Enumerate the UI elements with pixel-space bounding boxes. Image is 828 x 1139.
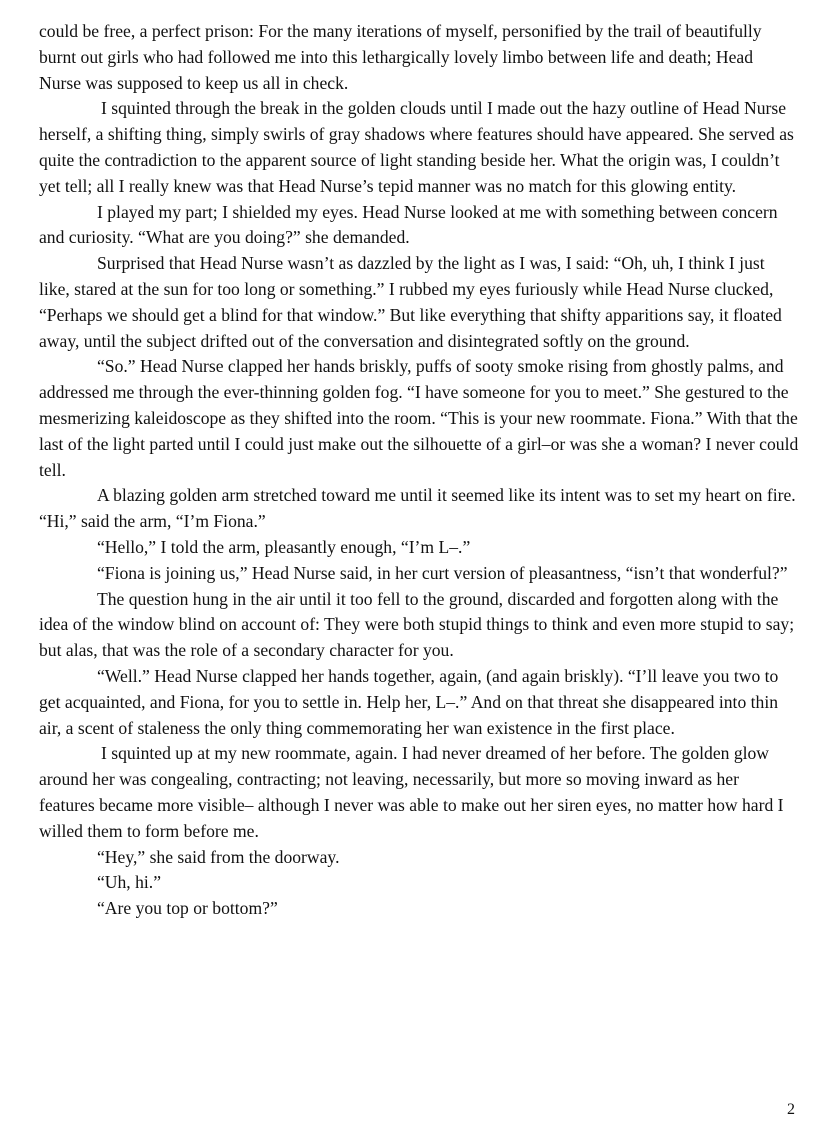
- paragraph: “Well.” Head Nurse clapped her hands together, again, (and again briskly). “I’ll leave you two to get acquainted, and Fiona, for you to settle in. Help her, L–.” And on that threat she disappeared into thin air, a scent of staleness the only thing commemorating her wan existence in the first place.: [39, 665, 779, 738]
- paragraph: Surprised that Head Nurse wasn’t as dazzled by the light as I was, I said: “Oh, uh, I think I just like, stared at the sun for too long or something.” I rubbed my eyes furiously while Head Nurse clucked, “Perhaps we should get a blind for that window.” But like everything that shifty apparitions say, it floated away, until the subject drifted out of the conversation and disintegrated softly on the ground.: [39, 253, 782, 351]
- paragraph: “Uh, hi.”: [97, 872, 162, 893]
- paragraph: “Hey,” she said from the doorway.: [97, 846, 340, 867]
- paragraph: “Fiona is joining us,” Head Nurse said, in her curt version of pleasantness, “isn’t that wonderful?”: [97, 562, 788, 583]
- paragraph: A blazing golden arm stretched toward me until it seemed like its intent was to set my heart on fire. “Hi,” said the arm, “I’m Fiona.”: [39, 485, 796, 532]
- paragraph: I played my part; I shielded my eyes. Head Nurse looked at me with something between concern and curiosity. “What are you doing?” she demanded.: [39, 201, 778, 248]
- paragraph: I squinted through the break in the golden clouds until I made out the hazy outline of Head Nurse herself, a shifting thing, simply swirls of gray shadows where features should have appeared. She served as quite the contradiction to the apparent source of light standing beside her. What the origin was, I couldn’t yet tell; all I really knew was that Head Nurse’s tepid manner was no match for this glowing entity.: [39, 98, 794, 196]
- page-number: 2: [787, 1101, 795, 1118]
- document-page: [39, 19, 799, 922]
- paragraph: “Hello,” I told the arm, pleasantly enough, “I’m L–.”: [97, 536, 471, 557]
- paragraph: The question hung in the air until it too fell to the ground, discarded and forgotten along with the idea of the window blind on account of: They were both stupid things to think and even more stupid to say; but alas, that was the role of a secondary character for you.: [39, 588, 795, 661]
- paragraph: “So.” Head Nurse clapped her hands briskly, puffs of sooty smoke rising from ghostly palms, and addressed me through the ever-thinning golden fog. “I have someone for you to meet.” She gestured to the mesmerizing kaleidoscope as they shifted into the room. “This is your new roommate. Fiona.” With that the last of the light parted until I could just make out the silhouette of a girl–or was she a woman? I never could tell.: [39, 356, 799, 480]
- paragraph: “Are you top or bottom?”: [97, 898, 278, 919]
- paragraph-continuation: could be free, a perfect prison: For the many iterations of myself, personified by the trail of beautifully burnt out girls who had followed me into this lethargically lovely limbo between life and death; Head Nurse was supposed to keep us all in check.: [39, 21, 762, 93]
- paragraph: I squinted up at my new roommate, again. I had never dreamed of her before. The golden glow around her was congealing, contracting; not leaving, necessarily, but more so moving inward as her features became more visible– although I never was able to make out her siren eyes, no matter how hard I willed them to form before me.: [39, 743, 784, 841]
